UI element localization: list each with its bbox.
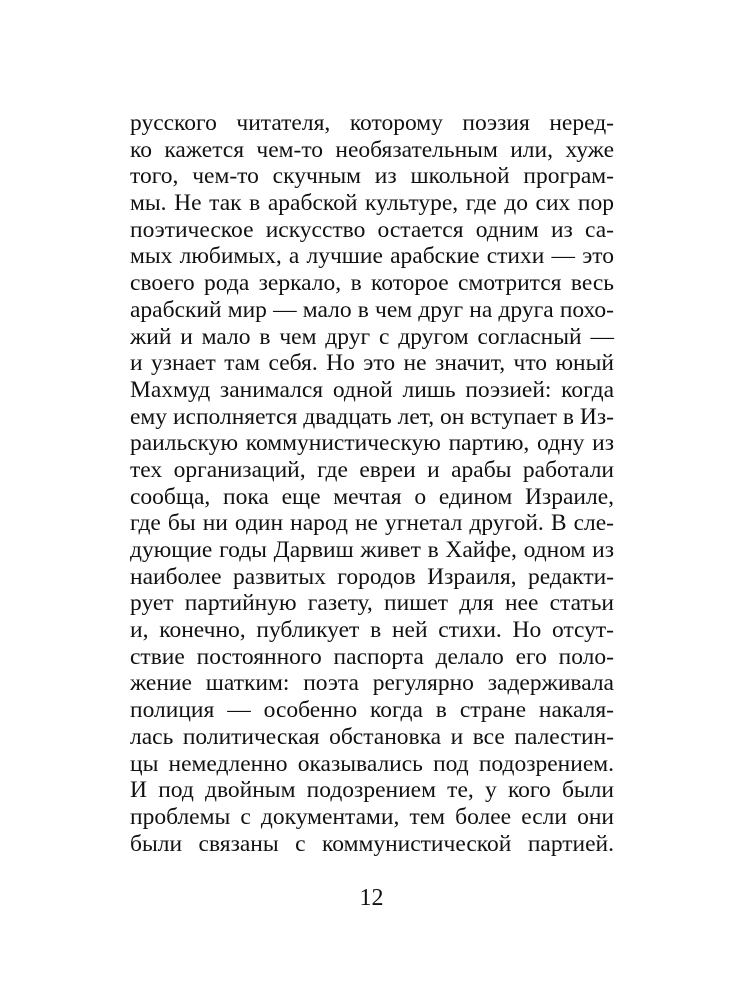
text-line-10: и узнает там себя. Но это не значит, что юный xyxy=(130,350,614,377)
page-number: 12 xyxy=(359,885,384,911)
text-line-12: ему исполняется двадцать лет, он вступает в Из- xyxy=(130,403,614,430)
text-line-16: где бы ни один народ не угнетал другой. В сле- xyxy=(130,510,614,537)
text-line-1: русского читателя, которому поэзия неред- xyxy=(130,110,614,136)
text-line-7: своего рода зеркало, в которое смотрится весь xyxy=(130,270,614,297)
text-line-11: Махмуд занимался одной лишь поэзией: когда xyxy=(130,376,614,403)
text-line-24: лась политическая обстановка и все палестин- xyxy=(130,723,614,750)
text-line-2: ко кажется чем-то необязательным или, хуже xyxy=(130,136,614,163)
text-line-26: И под двойным подозрением те, у кого были xyxy=(130,777,614,804)
text-line-13: раильскую коммунистическую партию, одну из xyxy=(130,430,614,457)
text-line-27: проблемы с документами, тем более если они xyxy=(130,803,614,830)
text-line-14: тех организаций, где евреи и арабы работали xyxy=(130,456,614,483)
text-line-20: и, конечно, публикует в ней стихи. Но отсут- xyxy=(130,617,614,644)
text-line-17: дующие годы Дарвиш живет в Хайфе, одном из xyxy=(130,537,614,563)
text-line-8: арабский мир — мало в чем друг на друга похо- xyxy=(130,296,614,323)
text-line-22: жение шатким: поэта регулярно задерживала xyxy=(130,670,614,697)
text-line-15: сообща, пока еще мечтая о едином Израиле, xyxy=(130,483,614,510)
text-line-18: наиболее развитых городов Израиля, редакти- xyxy=(130,563,614,590)
body-text xyxy=(130,110,614,857)
text-line-19: рует партийную газету, пишет для нее статьи xyxy=(130,590,614,617)
text-line-28: были связаны с коммунистической партией. xyxy=(130,830,614,857)
text-line-4: мы. Не так в арабской культуре, где до сих пор xyxy=(130,190,614,217)
text-line-21: ствие постоянного паспорта делало его поло- xyxy=(130,643,614,670)
text-line-25: цы немедленно оказывались под подозрением. xyxy=(130,750,614,777)
text-line-9: жий и мало в чем друг с другом согласный — xyxy=(130,323,614,350)
text-line-3: того, чем-то скучным из школьной програм- xyxy=(130,163,614,190)
text-line-6: мых любимых, а лучшие арабские стихи — это xyxy=(130,243,614,270)
text-line-5: поэтическое искусство остается одним из са- xyxy=(130,216,614,243)
text-line-23: полиция — особенно когда в стране накаля- xyxy=(130,697,614,724)
